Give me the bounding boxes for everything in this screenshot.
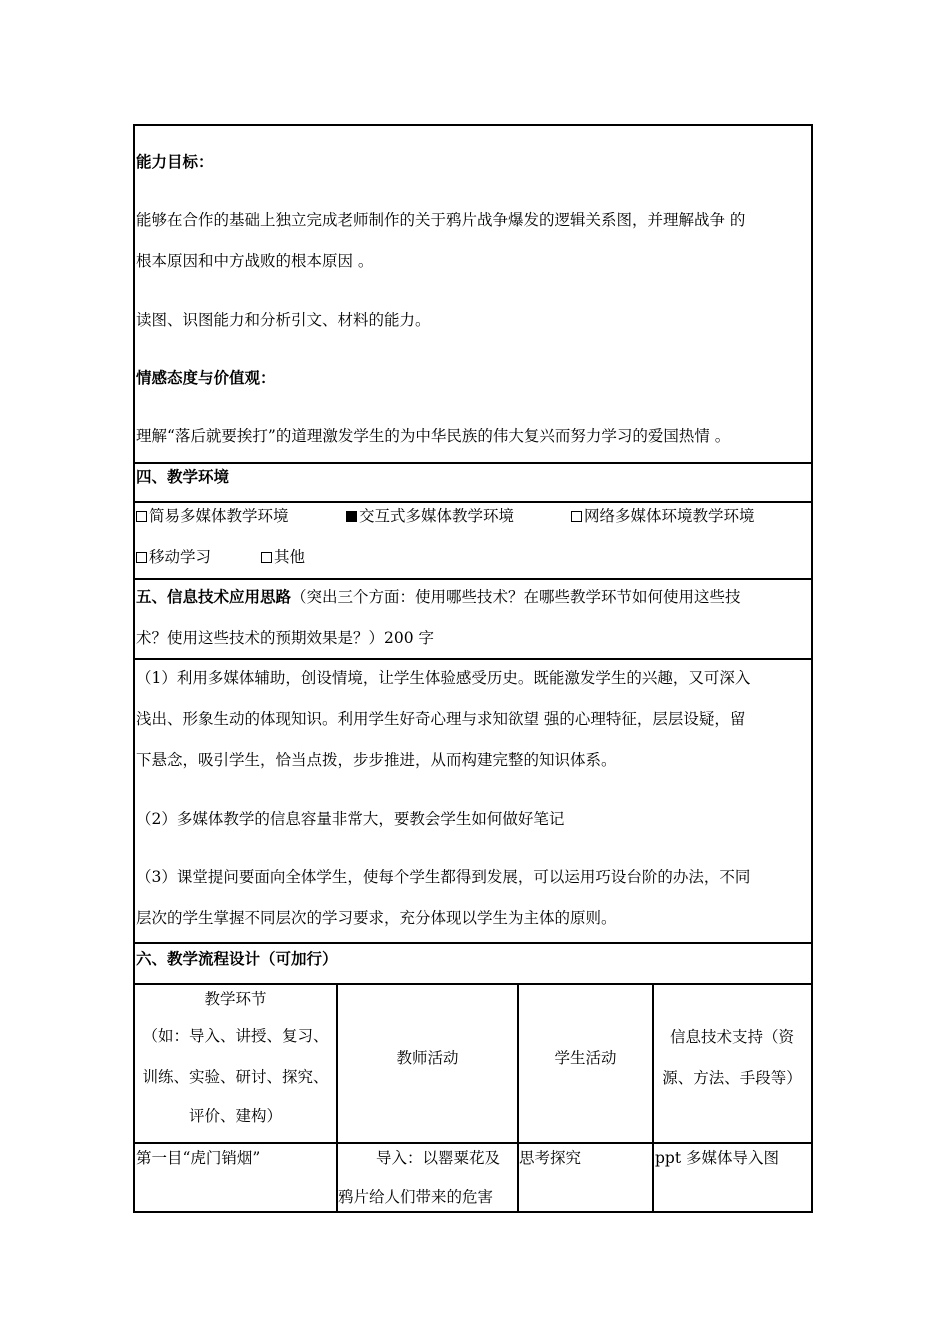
env-option-2[interactable]: 交互式多媒体教学环境 [346, 506, 514, 526]
tech-heading-line [136, 587, 741, 607]
col-header-student: 学生活动 [554, 1049, 617, 1067]
env-option-1[interactable]: 简易多媒体教学环境 [136, 506, 289, 526]
rule-tech-heading [135, 658, 811, 660]
ability-line-1: 能够在合作的基础上独立完成老师制作的关于鸦片战争爆发的逻辑关系图，并理解战争 的 [136, 211, 746, 229]
emotion-heading: 情感态度与价值观： [136, 369, 276, 387]
col-rule-3 [652, 983, 654, 1213]
ability-heading: 能力目标： [136, 153, 214, 171]
row-teacher-line-1: 导入：以罂粟花及 [376, 1149, 501, 1167]
col-header-stage-4: 评价、建构） [188, 1107, 282, 1125]
rule-before-env [135, 462, 811, 464]
emotion-line-1: 理解“落后就要挨打”的道理激发学生的为中华民族的伟大复兴而努力学习的爱国热情 。 [136, 427, 731, 445]
checkbox-icon[interactable] [571, 511, 582, 522]
tech-note-1: （突出三个方面：使用哪些技术？在哪些教学环节如何使用这些技 [291, 588, 741, 606]
env-option-3[interactable]: 网络多媒体环境教学环境 [571, 506, 755, 526]
row-student: 思考探究 [519, 1149, 582, 1167]
tech-p1-line-3: 下悬念，吸引学生，恰当点拨，步步推进，从而构建完整的知识体系。 [136, 751, 617, 769]
env-option-5[interactable]: 其他 [261, 547, 305, 567]
ability-line-2: 根本原因和中方战败的根本原因 。 [136, 252, 374, 270]
env-option-4[interactable]: 移动学习 [136, 547, 211, 567]
tech-p3-line-1: （3）课堂提问要面向全体学生，使每个学生都得到发展，可以运用巧设台阶的办法，不同 [136, 868, 751, 886]
tech-note-2: 术？使用这些技术的预期效果是？）200 字 [136, 629, 435, 647]
checkbox-icon[interactable] [261, 552, 272, 563]
tech-p2: （2）多媒体教学的信息容量非常大，要教会学生如何做好笔记 [136, 810, 565, 828]
env-heading: 四、教学环境 [136, 468, 230, 486]
col-header-stage-1: 教学环节 [204, 990, 267, 1008]
row-stage: 第一目“虎门销烟” [136, 1149, 261, 1167]
col-rule-2 [517, 983, 519, 1213]
tech-p1-line-2: 浅出、形象生动的体现知识。利用学生好奇心理与求知欲望 强的心理特征，层层设疑，留 [136, 710, 746, 728]
row-teacher-line-2: 鸦片给人们带来的危害 [338, 1188, 494, 1206]
col-rule-1 [336, 983, 338, 1213]
ability-line-3: 读图、识图能力和分析引文、材料的能力。 [136, 311, 431, 329]
col-header-teacher: 教师活动 [396, 1049, 459, 1067]
checked-box-icon[interactable] [346, 511, 357, 522]
flow-heading: 六、教学流程设计（可加行） [136, 950, 338, 968]
checkbox-icon[interactable] [136, 552, 147, 563]
row-it: ppt 多媒体导入图 [655, 1149, 780, 1167]
rule-before-tech [135, 578, 811, 580]
col-header-stage-2: （如：导入、讲授、复习、 [142, 1027, 329, 1045]
col-header-it-1: 信息技术支持（资 [669, 1028, 794, 1046]
rule-before-flow [135, 942, 811, 944]
tech-heading: 五、信息技术应用思路 [136, 588, 292, 606]
tech-p3-line-2: 层次的学生掌握不同层次的学习要求，充分体现以学生为主体的原则。 [136, 909, 617, 927]
col-header-it-2: 源、方法、手段等） [662, 1069, 802, 1087]
col-header-stage-3: 训练、实验、研讨、探究、 [142, 1068, 329, 1086]
rule-env-heading [135, 501, 811, 503]
checkbox-icon[interactable] [136, 511, 147, 522]
tech-p1-line-1: （1）利用多媒体辅助，创设情境，让学生体验感受历史。既能激发学生的兴趣，又可深入 [136, 669, 751, 687]
rule-flow-heading [135, 983, 811, 985]
rule-flow-header [135, 1142, 811, 1144]
